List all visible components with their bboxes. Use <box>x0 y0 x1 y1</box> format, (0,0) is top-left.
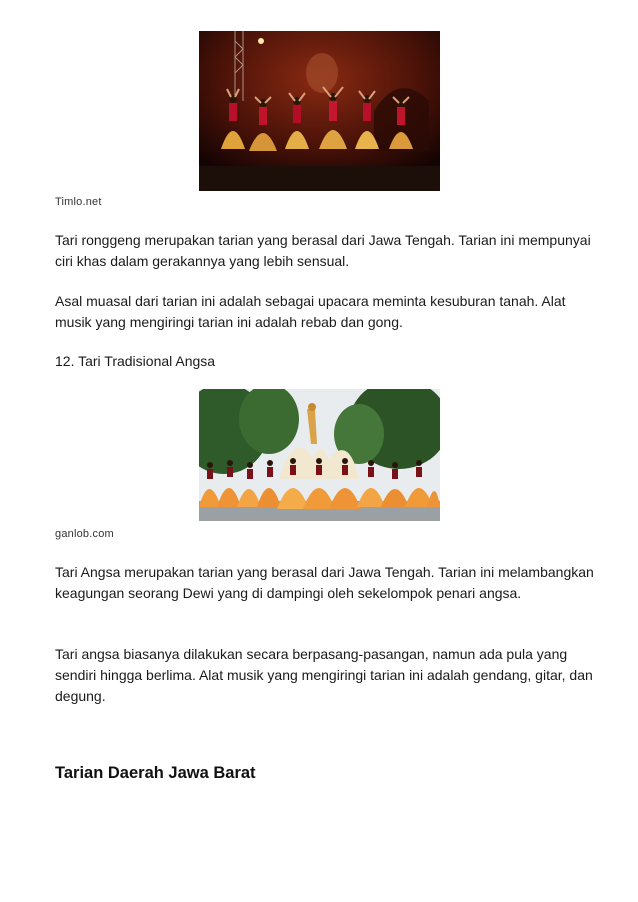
image-caption: ganlob.com <box>55 528 114 540</box>
section-subheading: 12. Tari Tradisional Angsa <box>55 353 216 369</box>
angsa-dance-photo <box>199 389 440 521</box>
paragraph: Tari angsa biasanya dilakukan secara berpasang-pasangan, namun ada pula yang sendiri hingga berlima. Alat musik yang mengiringi tarian ini adalah gendang, gitar, dan degung. <box>55 646 593 704</box>
paragraph: Tari Angsa merupakan tarian yang berasal dari Jawa Tengah. Tarian ini melambangkan keagungan seorang Dewi yang di dampingi oleh sekelompok penari angsa. <box>55 564 594 601</box>
section-heading: Tarian Daerah Jawa Barat <box>55 764 256 782</box>
paragraph: Asal muasal dari tarian ini adalah sebagai upacara meminta kesuburan tanah. Alat musik yang mengiringi tarian ini adalah rebab dan gong. <box>55 293 566 330</box>
image-caption: Timlo.net <box>55 196 102 208</box>
paragraph: Tari ronggeng merupakan tarian yang berasal dari Jawa Tengah. Tarian ini mempunyai ciri khas dalam gerakannya yang lebih sensual. <box>55 232 591 269</box>
dance-performance-photo <box>199 31 440 191</box>
